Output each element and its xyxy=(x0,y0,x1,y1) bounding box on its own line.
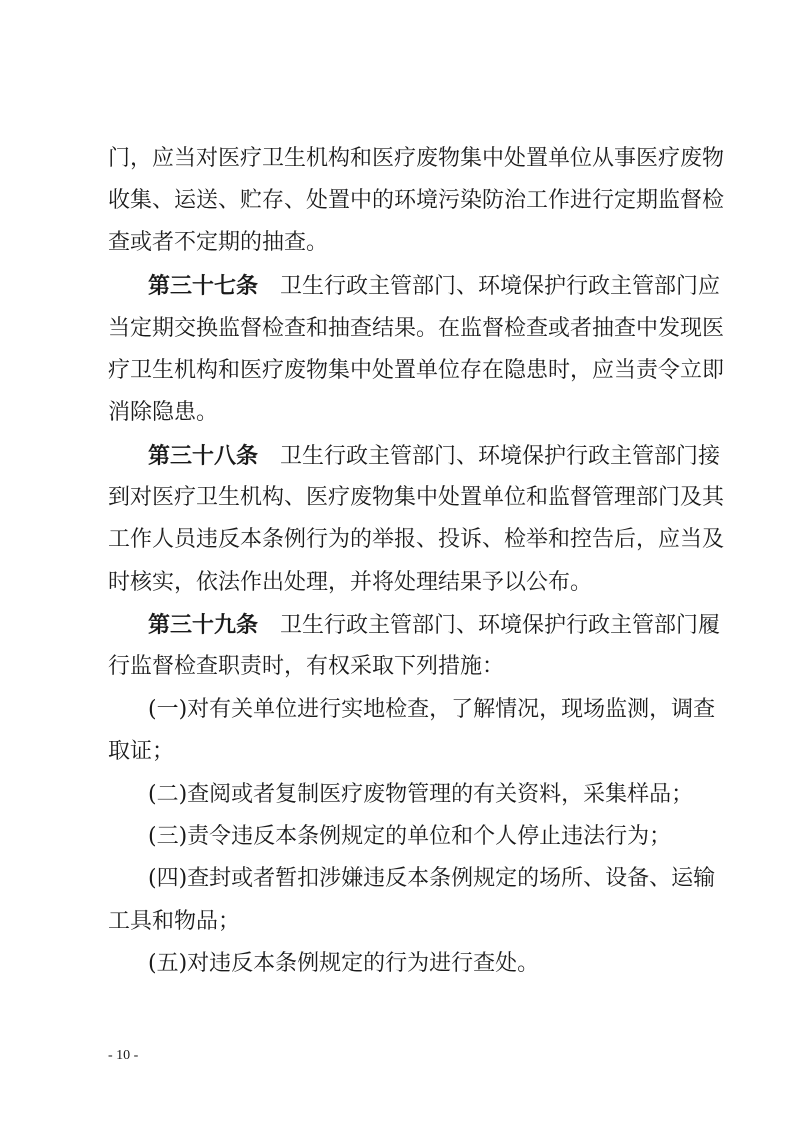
article-39-first-line xyxy=(148,605,721,645)
measure-item-1-continued: 取证； xyxy=(108,739,175,764)
measure-item-2: (二)查阅或者复制医疗废物管理的有关资料，采集样品； xyxy=(148,782,694,807)
text-line: 疗卫生机构和医疗废物集中处置单位存在隐患时，应当责令立即 xyxy=(108,358,725,383)
text-line: 到对医疗卫生机构、医疗废物集中处置单位和监督管理部门及其 xyxy=(108,485,725,510)
text-line: 门，应当对医疗卫生机构和医疗废物集中处置单位从事医疗废物 xyxy=(108,146,725,171)
measure-item-4: (四)查封或者暂扣涉嫌违反本条例规定的场所、设备、运输 xyxy=(148,866,716,891)
text-line: 消除隐患。 xyxy=(108,400,219,425)
measure-item-5: (五)对违反本条例规定的行为进行查处。 xyxy=(148,951,540,976)
article-38-first-line xyxy=(148,436,721,476)
text-line: 查或者不定期的抽查。 xyxy=(108,230,329,255)
article-39-heading: 第三十九条 xyxy=(148,612,259,638)
measure-item-1: (一)对有关单位进行实地检查，了解情况，现场监测，调查 xyxy=(148,697,716,722)
article-38-heading: 第三十八条 xyxy=(148,443,259,469)
article-38-text: 卫生行政主管部门、环境保护行政主管部门接 xyxy=(280,444,721,469)
measure-item-3: (三)责令违反本条例规定的单位和个人停止违法行为； xyxy=(148,824,672,849)
article-39-text: 卫生行政主管部门、环境保护行政主管部门履 xyxy=(280,613,721,638)
text-line: 时核实，依法作出处理，并将处理结果予以公布。 xyxy=(108,570,593,595)
text-line: 工作人员违反本条例行为的举报、投诉、检举和控告后，应当及 xyxy=(108,527,725,552)
text-line: 收集、运送、贮存、处置中的环境污染防治工作进行定期监督检 xyxy=(108,188,725,213)
article-37-first-line xyxy=(148,266,721,306)
page-number: - 10 - xyxy=(108,1048,139,1063)
text-line: 行监督检查职责时，有权采取下列措施： xyxy=(108,654,505,679)
text-line: 当定期交换监督检查和抽查结果。在监督检查或者抽查中发现医 xyxy=(108,316,725,341)
article-37-heading: 第三十七条 xyxy=(148,273,259,299)
article-37-text: 卫生行政主管部门、环境保护行政主管部门应 xyxy=(280,274,721,299)
measure-item-4-continued: 工具和物品； xyxy=(108,909,241,934)
